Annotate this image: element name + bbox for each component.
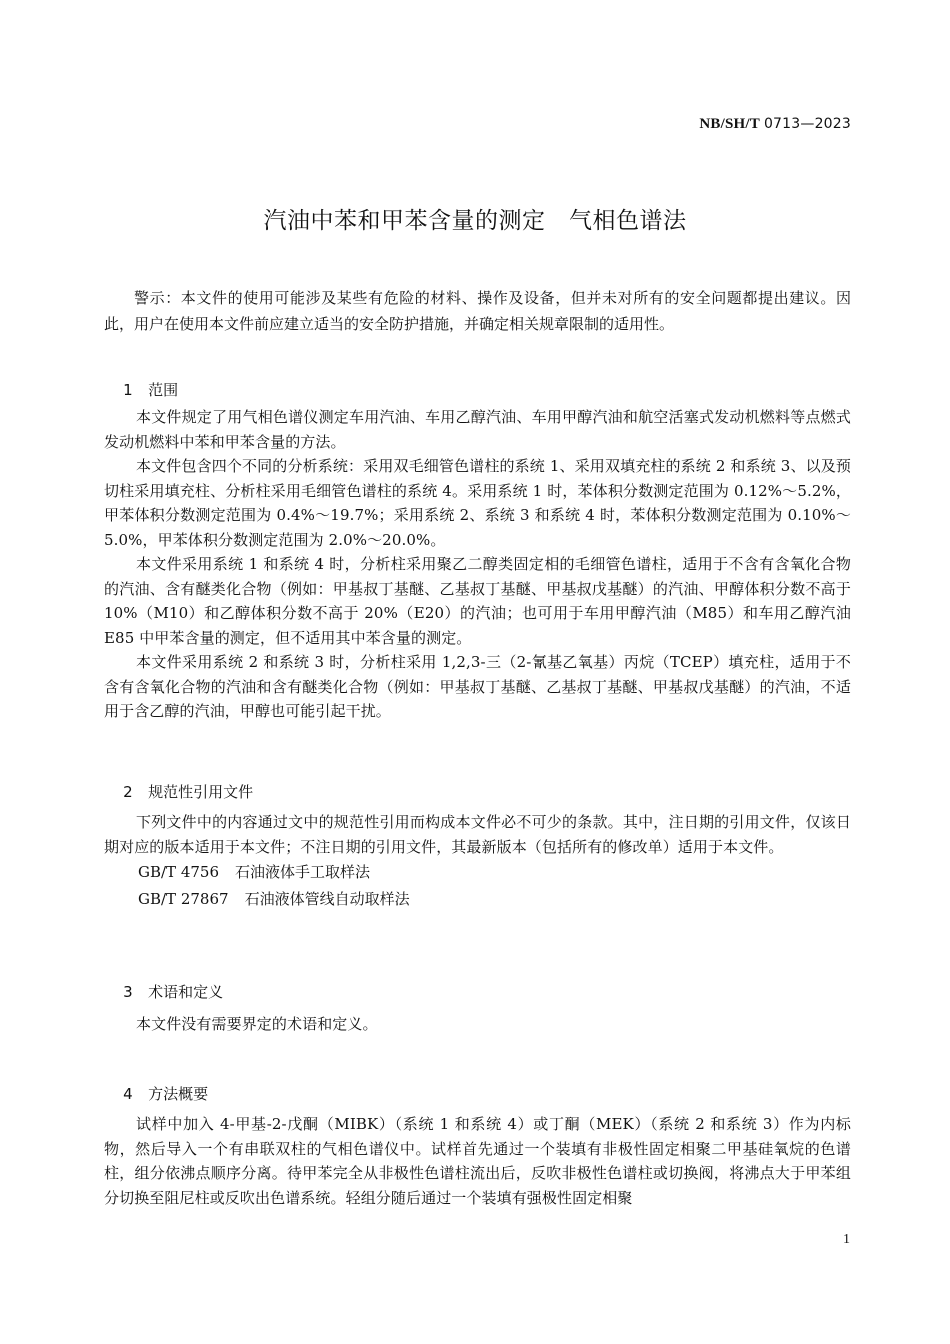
paragraph: 本文件规定了用气相色谱仪测定车用汽油、车用乙醇汽油、车用甲醇汽油和航空活塞式发动机燃料等点燃式发动机燃料中苯和甲苯含量的方法。 bbox=[104, 408, 851, 451]
reference-code: GB/T 4756 bbox=[138, 863, 220, 881]
standard-prefix: NB/SH/T bbox=[699, 116, 760, 132]
safety-warning: 警示：本文件的使用可能涉及某些有危险的材料、操作及设备，但并未对所有的安全问题都提出建议。因此，用户在使用本文件前应建立适当的安全防护措施，并确定相关规章限制的适用性。 bbox=[104, 289, 851, 333]
section-title: 术语和定义 bbox=[148, 983, 224, 1001]
paragraph: 试样中加入 4-甲基-2-戊酮（MIBK）（系统 1 和系统 4）或丁酮（MEK）（系统 2 和系统 3）作为内标物，然后导入一个有串联双柱的气相色谱仪中。试样首先通过一个装填有非极性固定相聚二甲基硅氧烷的色谱柱，组分依沸点顺序分离。待甲苯完全从非极性色谱柱流出后，反吹非极性色谱柱或切换阀，将沸点大于甲苯组分切换至阻尼柱或反吹出色谱系统。轻组分随后通过一个装填有强极性固定相聚 bbox=[104, 1115, 851, 1207]
reference-code: GB/T 27867 bbox=[138, 890, 229, 908]
reference-item bbox=[104, 886, 851, 913]
document-title: 汽油中苯和甲苯含量的测定 气相色谱法 bbox=[263, 208, 687, 234]
reference-title: 石油液体手工取样法 bbox=[235, 863, 371, 881]
standard-number: 0713—2023 bbox=[763, 116, 851, 132]
standard-code bbox=[699, 116, 851, 133]
section-4-body bbox=[104, 1112, 851, 1210]
paragraph: 本文件包含四个不同的分析系统：采用双毛细管色谱柱的系统 1、采用双填充柱的系统 2 和系统 3、以及预切柱采用填充柱、分析柱采用毛细管色谱柱的系统 4。采用系统 1 时，苯体积分数测定范围为 0.12%～5.2%，甲苯体积分数测定范围为 0.4%～19.7%；采用系统 2、系统 3 和系统 4 时，苯体积分数测定范围为 0.10%～5.0%，甲苯体积分数测定范围为 2.0%～20.0%。 bbox=[104, 457, 851, 549]
section-number: 1 bbox=[123, 381, 133, 399]
paragraph: 下列文件中的内容通过文中的规范性引用而构成本文件必不可少的条款。其中，注日期的引用文件，仅该日期对应的版本适用于本文件；不注日期的引用文件，其最新版本（包括所有的修改单）适用于本文件。 bbox=[104, 813, 851, 856]
page-number: 1 bbox=[843, 1232, 850, 1247]
section-title: 规范性引用文件 bbox=[148, 783, 254, 801]
section-title: 方法概要 bbox=[148, 1085, 209, 1103]
section-number: 3 bbox=[123, 983, 133, 1001]
paragraph: 本文件采用系统 1 和系统 4 时，分析柱采用聚乙二醇类固定相的毛细管色谱柱，适用于不含有含氧化合物的汽油、含有醚类化合物（例如：甲基叔丁基醚、乙基叔丁基醚、甲基叔戊基醚）的汽油、甲醇体积分数不高于 10%（M10）和乙醇体积分数不高于 20%（E20）的汽油；也可用于车用甲醇汽油（M85）和车用乙醇汽油 E85 中甲苯含量的测定，但不适用其中苯含量的测定。 bbox=[104, 555, 851, 647]
paragraph: 本文件采用系统 2 和系统 3 时，分析柱采用 1,2,3-三（2-氰基乙氧基）丙烷（TCEP）填充柱，适用于不含有含氧化合物的汽油和含有醚类化合物（例如：甲基叔丁基醚、乙基叔丁基醚、甲基叔戊基醚）的汽油，不适用于含乙醇的汽油，甲醇也可能引起干扰。 bbox=[104, 653, 851, 720]
reference-title: 石油液体管线自动取样法 bbox=[244, 890, 410, 908]
section-3-body bbox=[104, 1012, 851, 1037]
section-number: 4 bbox=[123, 1085, 133, 1103]
section-title: 范围 bbox=[148, 381, 179, 399]
reference-item bbox=[104, 859, 851, 886]
section-number: 2 bbox=[123, 783, 133, 801]
paragraph: 本文件没有需要界定的术语和定义。 bbox=[136, 1015, 378, 1033]
section-1-body bbox=[104, 405, 851, 724]
section-2-body bbox=[104, 810, 851, 913]
